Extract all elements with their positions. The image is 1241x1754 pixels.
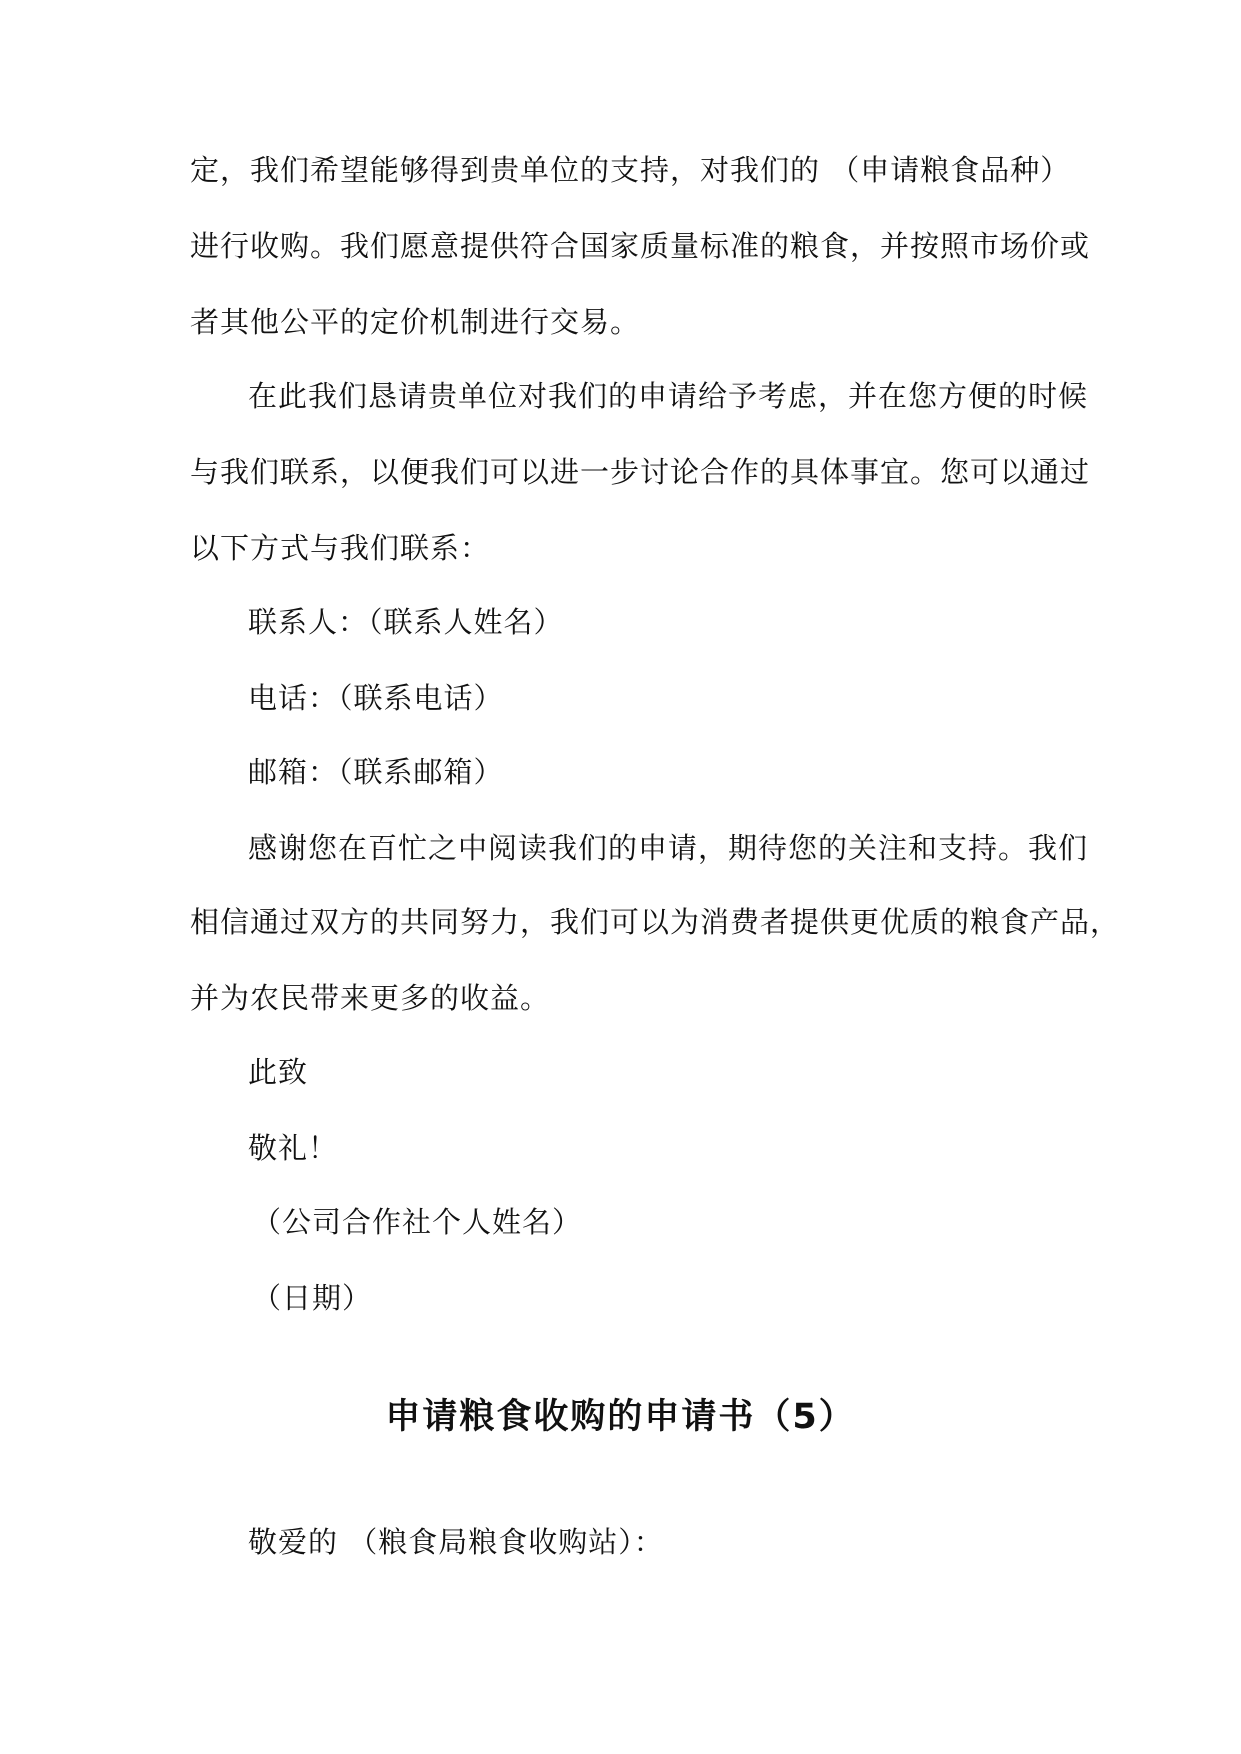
signature-line: （公司合作社个人姓名） — [252, 1205, 583, 1239]
body-text-line: 并为农民带来更多的收益。 — [190, 981, 551, 1015]
section-title: 申请粮食收购的申请书（5） — [385, 1397, 856, 1437]
body-text-line: 以下方式与我们联系： — [190, 531, 491, 565]
body-text-line: 与我们联系，以便我们可以进一步讨论合作的具体事宜。您可以通过 — [190, 455, 1091, 489]
salutation-line: 敬爱的 （粮食局粮食收购站）： — [248, 1525, 664, 1559]
body-text-line: 感谢您在百忙之中阅读我们的申请，期待您的关注和支持。我们 — [248, 831, 1089, 865]
contact-person-line: 联系人：（联系人姓名） — [248, 605, 564, 639]
body-text-line: 相信通过双方的共同努力，我们可以为消费者提供更优质的粮食产品， — [190, 905, 1121, 939]
closing-line: 此致 — [248, 1055, 309, 1089]
body-text-line: 者其他公平的定价机制进行交易。 — [190, 305, 641, 339]
contact-phone-line: 电话：（联系电话） — [248, 681, 504, 715]
body-text-line: 定，我们希望能够得到贵单位的支持，对我们的 （申请粮食品种） — [190, 153, 1071, 187]
closing-line: 敬礼！ — [248, 1131, 339, 1165]
date-line: （日期） — [252, 1281, 373, 1315]
body-text-line: 在此我们恳请贵单位对我们的申请给予考虑，并在您方便的时候 — [248, 379, 1089, 413]
body-text-line: 进行收购。我们愿意提供符合国家质量标准的粮食，并按照市场价或 — [190, 229, 1091, 263]
contact-email-line: 邮箱：（联系邮箱） — [248, 755, 504, 789]
